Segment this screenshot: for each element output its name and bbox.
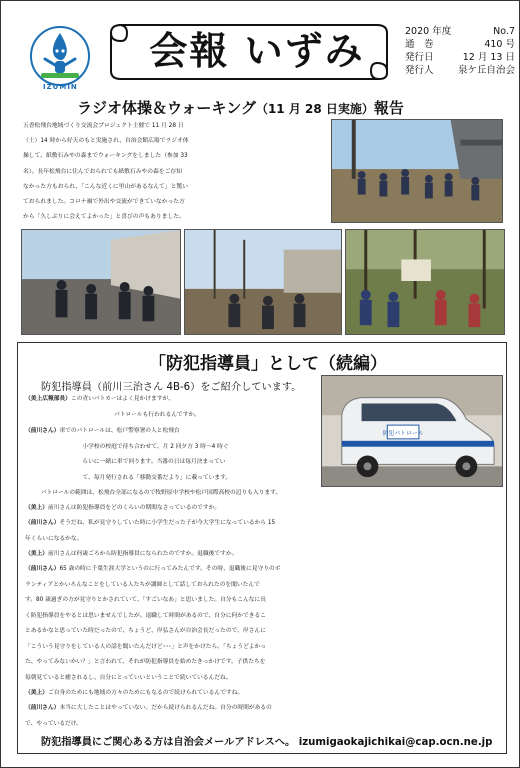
- header: [9, 7, 513, 91]
- photo-forest-group: [345, 229, 505, 335]
- section1-title-date: （11 月 28 日実施）: [255, 102, 374, 116]
- qa-line: [25, 486, 500, 502]
- qa-line: [25, 717, 500, 733]
- car-door-label: 防犯パトロール: [382, 430, 424, 437]
- qa-line: [25, 392, 500, 408]
- photo-walking-street: [21, 229, 181, 335]
- qa-text: 前川さんは防犯指導員をどのくらいの期間なさっているのですか。: [47, 505, 221, 511]
- qa-line: [25, 440, 500, 456]
- qa-text: らいに一緒に車で回ります。当番の日は毎月決まってい: [82, 459, 226, 465]
- qa-line: [25, 516, 500, 532]
- qa-entry: [25, 516, 505, 547]
- qa-speaker: （美上）: [25, 551, 48, 557]
- qa-text: 毎朝見ていると癒されるし、自分にとっていいということで続いているんだね。: [25, 674, 232, 681]
- qa-line: [25, 686, 500, 702]
- section2-title: 「防犯指導員」として（続編）: [149, 354, 387, 374]
- qa-speaker: （美上広報部長）: [25, 396, 71, 402]
- section1-title-end: 報告: [373, 99, 404, 117]
- date-value: 12 月 13 日: [462, 52, 515, 63]
- section1-line: 操して、紙敷石みやの森までウォーキングをしました（参加 33: [23, 153, 188, 160]
- qa-text: とあるかなと思っていた時だったので、ちょうど、岸弘さんが自治会長だったので、岸さんに: [25, 628, 266, 634]
- qa-line: [25, 455, 500, 471]
- qa-line: [25, 562, 500, 578]
- qa-entry: [25, 424, 505, 502]
- section1-line: 五香松飛台地域づくり交流会プロジェクト主催で 11 月 28 日: [23, 123, 184, 129]
- section1-title-main: ラジオ体操＆ウォーキング: [77, 99, 256, 117]
- issue-year: 2020 年度: [405, 26, 452, 37]
- qa-entry: [25, 547, 505, 563]
- section1-body: [23, 119, 327, 225]
- section1-line: から「久しぶりに会えてよかった」と喜びの声もありました。: [23, 214, 185, 221]
- qa-text: て、毎月発行される「移動交番だより」に載っています。: [82, 474, 232, 481]
- qa-entry: [25, 686, 505, 702]
- photo-walking-park: [184, 229, 342, 335]
- qa-speaker: （前川さん）: [25, 428, 60, 434]
- qa-text: この青いパトカーはよく見かけますが、: [70, 396, 174, 402]
- qa-line: [25, 701, 500, 717]
- qa-entry: [25, 701, 505, 732]
- qa-line: [25, 547, 500, 563]
- qa-line: [25, 655, 500, 671]
- qa-text: 小学校の校庭で待ち合わせて、月 2 回夕方 3 時〜4 時ぐ: [82, 443, 229, 450]
- qa-line: [25, 578, 500, 594]
- qa-text: パトロールも行われるんですか。: [114, 411, 200, 418]
- issue-info: [405, 25, 515, 77]
- qa-text: パトロールの範囲は、松飛台全部になるので牧野原中学校や松戸国際高校の辺りも入ります。: [40, 490, 282, 496]
- qa-line: [25, 624, 500, 640]
- qa-line: [25, 532, 500, 548]
- contact-footer: 防犯指導員にご関心ある方は自治会メールアドレスへ。 izumigaokajichikai@cap.ocn.ne.jp: [41, 737, 493, 748]
- publisher-value: 泉ケ丘自治会: [457, 65, 515, 76]
- qa-text: く防犯指導員をやるとは思いませんでしたが。退職して時間があるので、自分に何かできるこ: [25, 612, 266, 619]
- volume-value: 410 号: [484, 39, 515, 50]
- qa-speaker: （前川さん）: [25, 566, 60, 572]
- section1-title: [77, 97, 477, 118]
- date-label: 発行日: [405, 52, 434, 63]
- qa-speaker: （美上）: [25, 505, 48, 511]
- qa-line: [25, 609, 500, 625]
- qa-text: 「こういう見守りをしている人の話を聞いたんだけど･･･」と声をかけたら、「ちょうどよかっ: [25, 643, 267, 650]
- volume-label: 通 巻: [405, 39, 434, 50]
- qa-text: 本当に大したことはやっていない。だから続けられるんだね。自分の時間があるの: [59, 705, 272, 711]
- qa-line: [25, 424, 500, 440]
- qa-text: 65 歳の時に千葉生涯大学というのに行ってみたんです。その時、退職後に見守りのボ: [59, 566, 281, 572]
- issue-number: No.7: [493, 26, 515, 37]
- qa-text: そうだね、私が見守りしていた時に小学生だった子が今大学生になっているから 15: [59, 520, 276, 526]
- qa-line: [25, 640, 500, 656]
- qa-text: ランティアとかいろんなことをしている人たちが講師として話しておられたのを聞いたんで: [25, 581, 260, 588]
- qa-text: 年くらいになるかな。: [25, 535, 83, 542]
- qa-speaker: （美上）: [25, 690, 48, 696]
- section1-line: ておられました。コロナ禍で外出や交流ができていなかった方: [23, 199, 185, 206]
- qa-text: で、やっているだけ。: [25, 720, 83, 727]
- izumin-mascot-logo: [29, 25, 91, 87]
- qa-text: 車でのパトロールは、松戸警察署の人と松飛台: [59, 428, 180, 434]
- section2-intro: 防犯指導員（前川三治さん 4B-6）をご紹介しています。: [41, 382, 302, 393]
- qa-text: た、やってみないかい？」と言われて、それが防犯指導員を始めたきっかけです。子供たちを: [25, 659, 266, 665]
- qa-entry: [25, 392, 505, 423]
- section1-line: （土）14 時から好天のもと実施され、自治会館広場でラジオ体: [23, 138, 189, 145]
- publisher-label: 発行人: [405, 65, 434, 76]
- qa-line: [25, 471, 500, 487]
- qa-line: [25, 671, 500, 687]
- qa-speaker: （前川さん）: [25, 520, 60, 526]
- newsletter-title: 会報 いずみ: [149, 29, 365, 73]
- qa-line: [25, 501, 500, 517]
- qa-text: す。80 歳過ぎの方が見守りとかされていて、「すごいなあ」と思いました。自分もこんなに長: [25, 597, 266, 603]
- logo-caption: IZUMIN: [43, 83, 78, 91]
- qa-entry: [25, 501, 505, 517]
- section1-line: なかった方もおられ、「こんな近くに里山があるなんて」と驚い: [23, 183, 189, 190]
- qa-entry: [25, 562, 505, 686]
- photo-radio-exercise: [331, 119, 503, 223]
- qa-line: [25, 408, 500, 424]
- section1-line: 名）。長年松飛台に住んでおられても紙敷石みやの森をご存知: [23, 168, 182, 175]
- qa-speaker: （前川さん）: [25, 705, 60, 711]
- qa-text: ご自身のためにも地域の方々のためにもなるので続けられているんですね。: [47, 690, 244, 696]
- qa-line: [25, 593, 500, 609]
- qa-text: 前川さんは何歳ごろから防犯指導員になられたのですか。退職後ですか。: [47, 551, 238, 557]
